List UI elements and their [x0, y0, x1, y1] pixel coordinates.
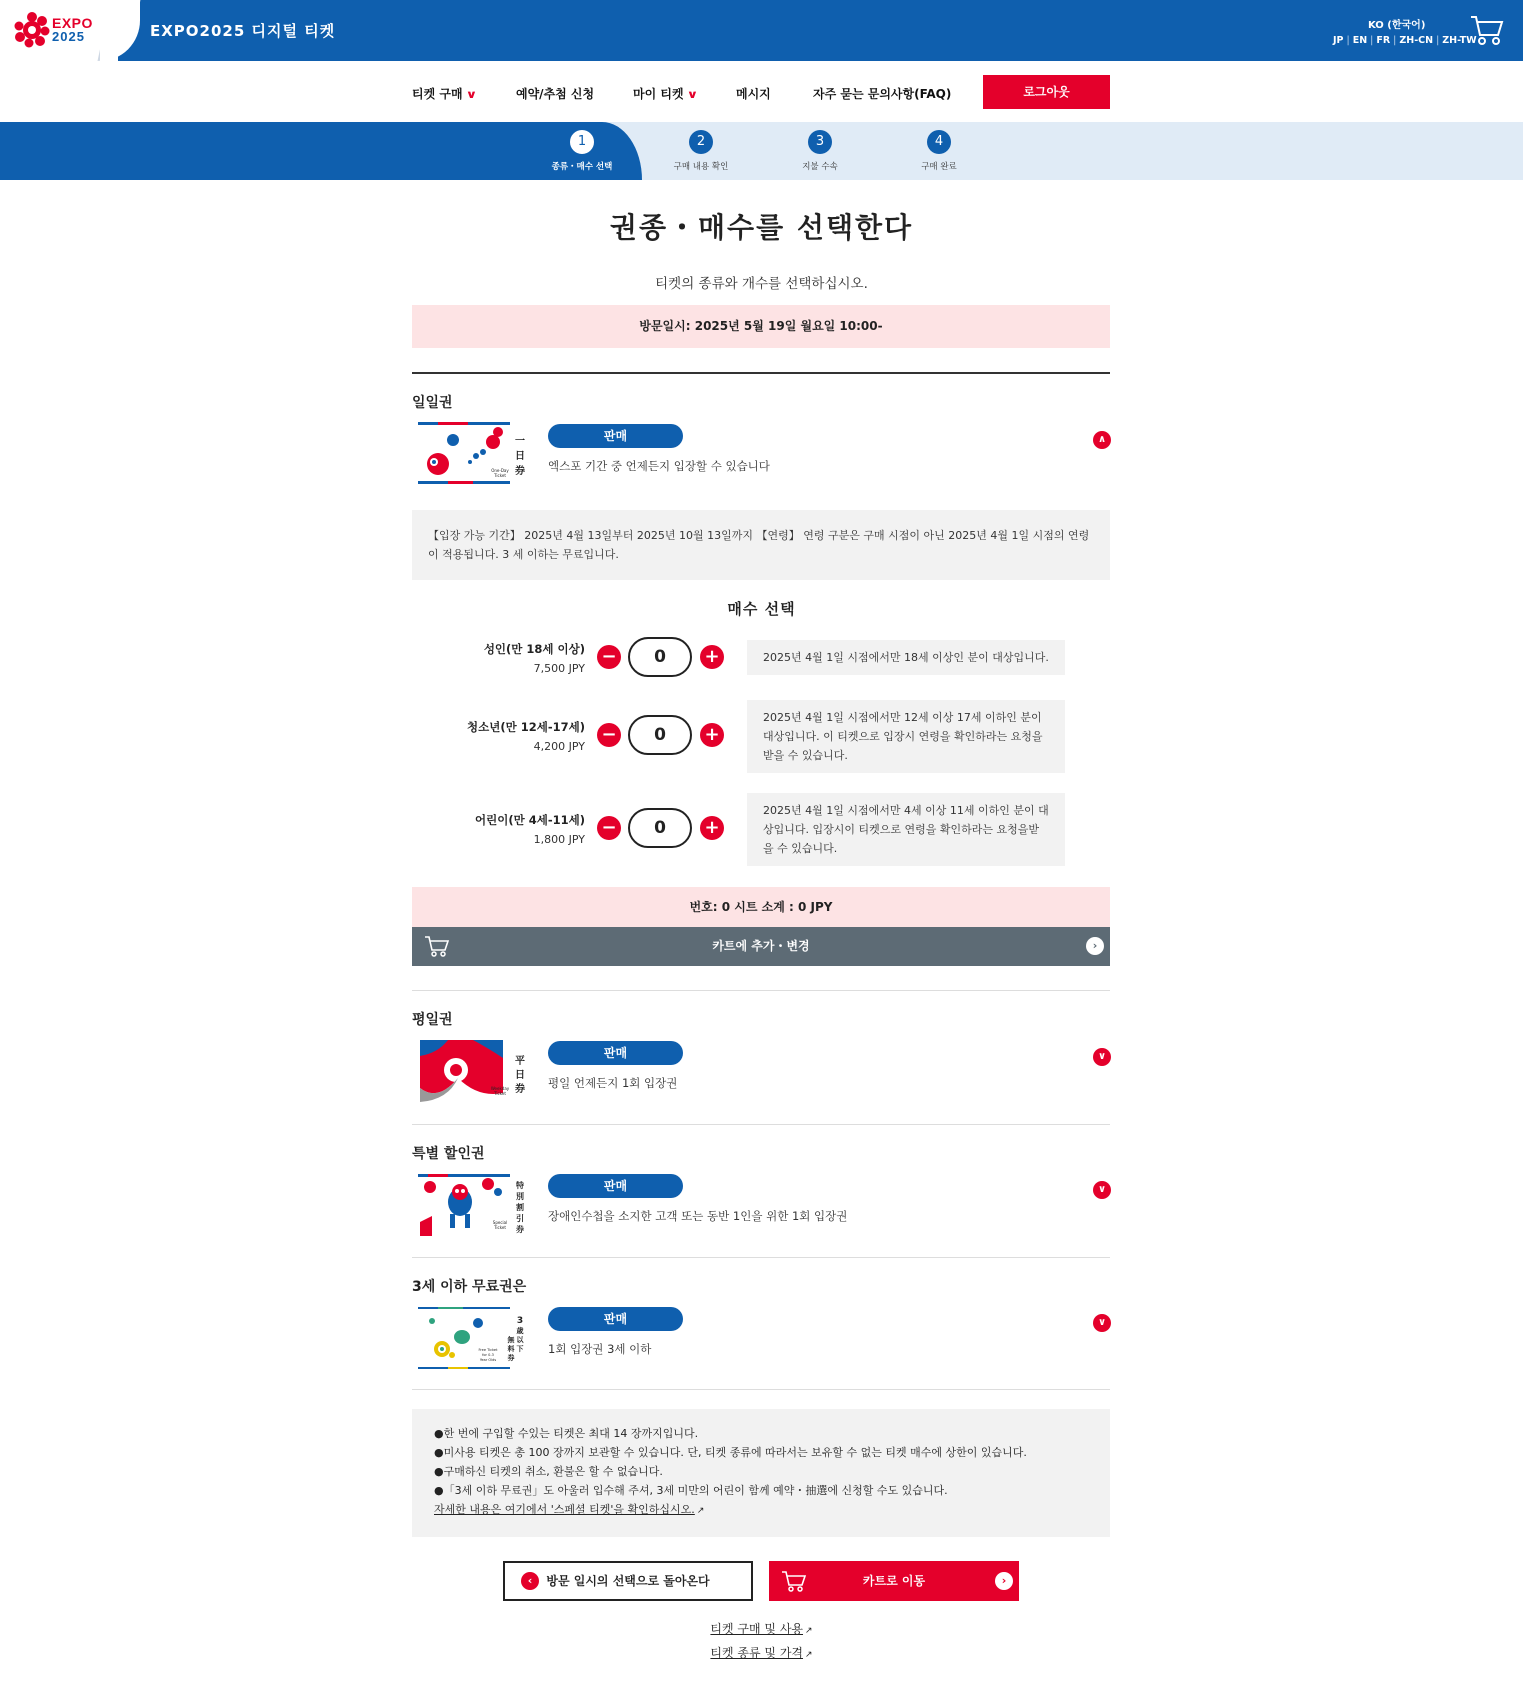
add-to-cart-button[interactable] — [412, 927, 1110, 966]
svg-text:券: 券 — [516, 1225, 524, 1234]
sale-badge: 판매 — [548, 424, 683, 448]
language-list: JP | EN | FR | ZH-CN | ZH-TW — [1333, 35, 1477, 46]
quantity-child-input[interactable]: 0 — [628, 808, 692, 848]
svg-text:引: 引 — [516, 1214, 524, 1223]
ticket-description: 1회 입장권 3세 이하 — [548, 1342, 652, 1356]
svg-text:特: 特 — [516, 1181, 524, 1190]
expand-chevron-down-icon[interactable]: ∨ — [1093, 1048, 1111, 1066]
ticket-category-price: 1,800 JPY — [533, 833, 585, 846]
svg-text:別: 別 — [516, 1192, 524, 1201]
lang-option-en[interactable]: EN — [1352, 35, 1368, 46]
sale-badge: 판매 — [548, 1174, 683, 1198]
top-header — [0, 0, 1523, 61]
nav-faq[interactable] — [813, 85, 951, 102]
external-link-icon: ↗ — [805, 1650, 813, 1660]
note-line: ●구매하신 티켓의 취소, 환불은 할 수 없습니다. — [434, 1465, 663, 1478]
ticket-category-name: 청소년(만 12세-17세) — [467, 720, 585, 734]
ticket-description: 장애인수첩을 소지한 고객 또는 동반 1인을 위한 1회 입장권 — [548, 1209, 848, 1223]
logout-button[interactable]: 로그아웃 — [983, 75, 1110, 109]
ticket-description: 엑스포 기간 중 언제든지 입장할 수 있습니다 — [548, 459, 770, 473]
decrement-adult-button[interactable]: − — [597, 645, 621, 669]
svg-text:下: 下 — [516, 1345, 524, 1353]
external-link-icon: ↗ — [696, 1506, 705, 1516]
decrement-child-button[interactable]: − — [597, 816, 621, 840]
step-number: 1 — [570, 130, 594, 154]
step-label: 지불 수속 — [802, 162, 838, 172]
nav-message[interactable] — [736, 85, 771, 102]
svg-text:一: 一 — [515, 436, 525, 447]
link-ticket-types-prices[interactable] — [0, 1644, 1523, 1661]
chevron-right-icon: › — [1086, 937, 1104, 955]
nav-label: 메시지 — [736, 87, 771, 101]
note-line: ●한 번에 구입할 수있는 티켓은 최대 14 장까지입니다. — [434, 1427, 699, 1440]
increment-youth-button[interactable]: + — [700, 723, 724, 747]
svg-text:割: 割 — [516, 1203, 524, 1212]
svg-text:日: 日 — [515, 1070, 525, 1081]
cart-icon[interactable] — [1470, 14, 1504, 46]
ticket-title-weekday: 평일권 — [412, 1012, 453, 1028]
main-nav — [0, 61, 1523, 122]
sale-badge: 판매 — [548, 1041, 683, 1065]
svg-text:One-Day: One-Day — [491, 468, 509, 473]
qty-row-adult-label — [484, 641, 585, 675]
increment-child-button[interactable]: + — [700, 816, 724, 840]
step-number: 4 — [927, 130, 951, 154]
purchase-notes — [412, 1409, 1110, 1537]
svg-text:券: 券 — [515, 1084, 525, 1095]
link-purchase-and-use[interactable] — [0, 1620, 1523, 1637]
logo-line1: EXPO — [52, 15, 93, 31]
increment-adult-button[interactable]: + — [700, 645, 724, 669]
step-label: 종류・매수 선택 — [551, 162, 613, 172]
back-to-date-selection-button[interactable] — [503, 1561, 753, 1601]
svg-text:Ticket: Ticket — [494, 1225, 506, 1230]
cart-icon — [424, 935, 450, 957]
step-number: 3 — [808, 130, 832, 154]
section-divider — [412, 1257, 1110, 1258]
back-button-label: 방문 일시의 선택으로 돌아온다 — [546, 1574, 710, 1588]
app-title: EXPO2025 디지털 티켓 — [150, 22, 336, 40]
nav-label: 예약/추첨 신청 — [516, 87, 595, 101]
ticket-category-price: 7,500 JPY — [533, 662, 585, 675]
chevron-down-icon: ∨ — [686, 88, 698, 101]
section-divider — [412, 1389, 1110, 1390]
nav-label: 자주 묻는 문의사항(FAQ) — [813, 87, 952, 101]
svg-text:券: 券 — [515, 466, 525, 477]
add-to-cart-label: 카트에 추가・변경 — [712, 939, 810, 953]
qty-row-child-label — [475, 812, 585, 846]
svg-text:for 0-3: for 0-3 — [482, 1353, 494, 1357]
qty-row-youth-label — [467, 719, 585, 753]
go-to-cart-button[interactable] — [769, 1561, 1019, 1601]
svg-text:券: 券 — [507, 1354, 515, 1362]
ticket-title-one-day: 일일권 — [412, 395, 453, 411]
ticket-category-name: 어린이(만 4세-11세) — [475, 813, 585, 827]
section-divider — [412, 372, 1110, 374]
step-4 — [879, 130, 999, 172]
step-2 — [641, 130, 761, 172]
step-label: 구매 완료 — [921, 162, 957, 172]
svg-text:Year Olds: Year Olds — [479, 1358, 497, 1362]
note-line: ●「3세 이하 무료권」도 아울러 입수해 주셔, 3세 미만의 어린이 함께 예약・抽選에 신청할 수도 있습니다. — [434, 1484, 948, 1497]
svg-text:Free Ticket: Free Ticket — [478, 1348, 498, 1352]
cart-icon — [781, 1570, 807, 1592]
special-ticket-link[interactable] — [434, 1500, 1088, 1521]
chevron-left-icon: ‹ — [521, 1572, 539, 1590]
svg-text:Special: Special — [492, 1220, 508, 1225]
external-link-icon: ↗ — [805, 1626, 813, 1636]
svg-text:日: 日 — [515, 451, 525, 462]
svg-text:平: 平 — [515, 1056, 525, 1067]
ticket-category-price: 4,200 JPY — [533, 740, 585, 753]
link-text: 티켓 구매 및 사용 — [710, 1622, 804, 1636]
step-3 — [760, 130, 880, 172]
logo-line2: 2025 — [52, 29, 85, 44]
lang-option-zh-tw[interactable]: ZH-TW — [1442, 35, 1477, 46]
section-divider — [412, 1124, 1110, 1125]
svg-text:料: 料 — [507, 1345, 515, 1353]
ticket-notice: 【입장 가능 기간】 2025년 4월 13일부터 2025년 10월 13일까지 【연령】 연령 구분은 구매 시점이 아닌 2025년 4월 1일 시점의 연령이 적용됩니다. 3 세 이하는 무료입니다. — [412, 510, 1110, 580]
expand-chevron-down-icon[interactable]: ∨ — [1093, 1314, 1111, 1332]
nav-label: 티켓 구매 — [412, 87, 463, 101]
nav-label: 마이 티켓 — [633, 87, 684, 101]
page-subtitle: 티켓의 종류와 개수를 선택하십시오. — [655, 276, 868, 292]
nav-my-ticket[interactable] — [633, 85, 696, 102]
sale-badge: 판매 — [548, 1307, 683, 1331]
qty-note-adult: 2025년 4월 1일 시점에서만 18세 이상인 분이 대상입니다. — [747, 640, 1065, 675]
chevron-down-icon: ∨ — [465, 88, 477, 101]
go-to-cart-label: 카트로 이동 — [862, 1574, 926, 1588]
section-divider — [412, 990, 1110, 991]
quantity-youth-input[interactable]: 0 — [628, 715, 692, 755]
expo-logo-icon[interactable] — [14, 12, 50, 48]
qty-note-youth: 2025년 4월 1일 시점에서만 12세 이상 17세 이하인 분이 대상입니다. 이 티켓으로 입장시 연령을 확인하라는 요청을 받을 수 있습니다. — [747, 700, 1065, 773]
step-number: 2 — [689, 130, 713, 154]
svg-text:Ticket: Ticket — [494, 473, 506, 478]
ticket-image-one-day — [418, 420, 528, 486]
language-current[interactable]: KO (한국어) — [1368, 20, 1426, 31]
svg-text:Weekday: Weekday — [490, 1086, 510, 1091]
svg-text:無: 無 — [507, 1336, 515, 1344]
quantity-adult-input[interactable]: 0 — [628, 637, 692, 677]
logo-text — [52, 16, 93, 44]
collapse-chevron-up-icon[interactable]: ∧ — [1093, 431, 1111, 449]
note-line: ●미사용 티켓은 총 100 장까지 보관할 수 있습니다. 단, 티켓 종류에 따라서는 보유할 수 없는 티켓 매수에 상한이 있습니다. — [434, 1446, 1027, 1459]
chevron-right-icon: › — [995, 1572, 1013, 1590]
header-curve — [100, 0, 140, 61]
svg-text:歳: 歳 — [516, 1327, 524, 1335]
subtotal-banner: 번호: 0 시트 소계 : 0 JPY — [412, 887, 1110, 927]
svg-text:Ticket: Ticket — [494, 1091, 506, 1096]
step-label: 구매 내용 확인 — [673, 162, 729, 172]
ticket-description: 평일 언제든지 1회 입장권 — [548, 1076, 678, 1090]
qty-note-child: 2025년 4월 1일 시점에서만 4세 이상 11세 이하인 분이 대상입니다. 입장시이 티켓으로 연령을 확인하라는 요청을받을 수 있습니다. — [747, 793, 1065, 866]
nav-ticket-purchase[interactable] — [412, 85, 475, 102]
ticket-image-free-under-3 — [418, 1305, 528, 1371]
decrement-youth-button[interactable]: − — [597, 723, 621, 747]
progress-steps — [0, 122, 1523, 180]
svg-text:3: 3 — [516, 1316, 524, 1326]
ticket-title-free-under-3: 3세 이하 무료권은 — [412, 1279, 527, 1295]
nav-reservation[interactable] — [516, 85, 594, 102]
quantity-heading: 매수 선택 — [727, 600, 796, 618]
svg-text:以: 以 — [516, 1336, 524, 1344]
ticket-title-special: 특별 할인권 — [412, 1146, 485, 1162]
special-ticket-link-text: 자세한 내용은 여기에서 '스페셜 티켓'을 확인하십시오. — [434, 1503, 695, 1516]
step-1 — [522, 130, 642, 172]
lang-option-jp[interactable]: JP — [1333, 35, 1344, 46]
page-title: 권종・매수를 선택한다 — [609, 211, 914, 244]
lang-option-zh-cn[interactable]: ZH-CN — [1399, 35, 1434, 46]
lang-option-fr[interactable]: FR — [1376, 35, 1391, 46]
visit-datetime-banner: 방문일시: 2025년 5월 19일 월요일 10:00- — [412, 305, 1110, 348]
ticket-image-weekday — [418, 1038, 528, 1104]
ticket-category-name: 성인(만 18세 이상) — [483, 642, 585, 656]
link-text: 티켓 종류 및 가격 — [710, 1646, 804, 1660]
expand-chevron-down-icon[interactable]: ∨ — [1093, 1181, 1111, 1199]
ticket-image-special — [418, 1172, 528, 1238]
